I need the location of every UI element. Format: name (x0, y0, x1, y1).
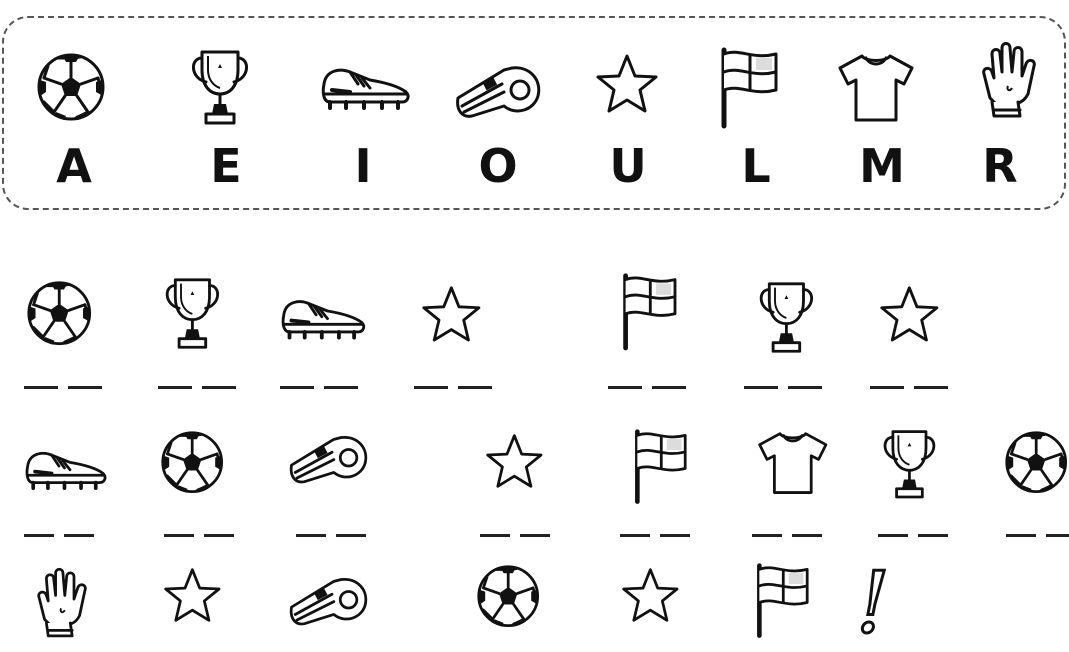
flag-icon (618, 272, 681, 350)
answer-blank[interactable] (660, 534, 690, 537)
answer-blank[interactable] (24, 534, 54, 537)
key-letter: M (859, 139, 905, 193)
answer-blank[interactable] (280, 386, 314, 389)
soccer-ball-icon (26, 280, 93, 347)
flag-icon (716, 46, 782, 128)
answer-blank[interactable] (1006, 534, 1036, 537)
answer-blank[interactable] (164, 534, 194, 537)
answer-blank[interactable] (870, 386, 904, 389)
answer-blank[interactable] (652, 386, 686, 389)
star-icon (620, 566, 681, 625)
answer-blank[interactable] (336, 534, 366, 537)
answer-blank[interactable] (68, 386, 102, 389)
answer-blank[interactable] (744, 386, 778, 389)
trophy-icon (756, 280, 817, 356)
flag-icon (630, 428, 691, 503)
answer-blank[interactable] (792, 534, 822, 537)
answer-blank[interactable] (414, 386, 448, 389)
jersey-icon (756, 430, 830, 496)
soccer-ball-icon (160, 430, 224, 494)
flag-icon (752, 562, 813, 637)
soccer-ball-icon (476, 564, 540, 628)
key-letter: I (354, 139, 372, 193)
cleat-icon (320, 60, 412, 112)
answer-blank[interactable] (608, 386, 642, 389)
answer-blank[interactable] (520, 534, 550, 537)
whistle-icon (452, 62, 544, 122)
answer-blank[interactable] (458, 386, 492, 389)
exclamation-mark: ! (856, 554, 890, 652)
soccer-ball-icon (36, 52, 106, 122)
goalkeeper-glove-icon (28, 566, 94, 640)
answer-blank[interactable] (878, 534, 908, 537)
answer-blank[interactable] (324, 386, 358, 389)
answer-blank[interactable] (620, 534, 650, 537)
answer-blank[interactable] (914, 386, 948, 389)
cleat-icon (24, 444, 109, 492)
answer-blank[interactable] (296, 534, 326, 537)
answer-blank[interactable] (158, 386, 192, 389)
answer-blank[interactable] (64, 534, 94, 537)
key-letter: A (56, 139, 92, 193)
soccer-ball-icon (1004, 430, 1068, 494)
key-letter: R (982, 139, 1018, 193)
trophy-icon (188, 48, 252, 128)
whistle-icon (286, 574, 371, 629)
trophy-icon (880, 428, 939, 502)
cleat-icon (280, 292, 367, 341)
trophy-icon (162, 276, 223, 352)
key-letter: L (741, 139, 771, 193)
key-letter: E (210, 139, 242, 193)
whistle-icon (286, 432, 371, 487)
goalkeeper-glove-icon (972, 40, 1044, 120)
answer-blank[interactable] (752, 534, 782, 537)
answer-blank[interactable] (24, 386, 58, 389)
star-icon (878, 284, 941, 345)
answer-blank[interactable] (204, 534, 234, 537)
answer-blank[interactable] (918, 534, 948, 537)
star-icon (594, 52, 660, 116)
key-letter: O (478, 139, 518, 193)
star-icon (484, 432, 545, 491)
key-letter: U (609, 139, 647, 193)
jersey-icon (836, 52, 916, 124)
answer-blank[interactable] (788, 386, 822, 389)
star-icon (162, 566, 223, 625)
answer-blank[interactable] (480, 534, 510, 537)
answer-blank[interactable] (1046, 534, 1069, 537)
answer-blank[interactable] (202, 386, 236, 389)
star-icon (420, 284, 483, 345)
